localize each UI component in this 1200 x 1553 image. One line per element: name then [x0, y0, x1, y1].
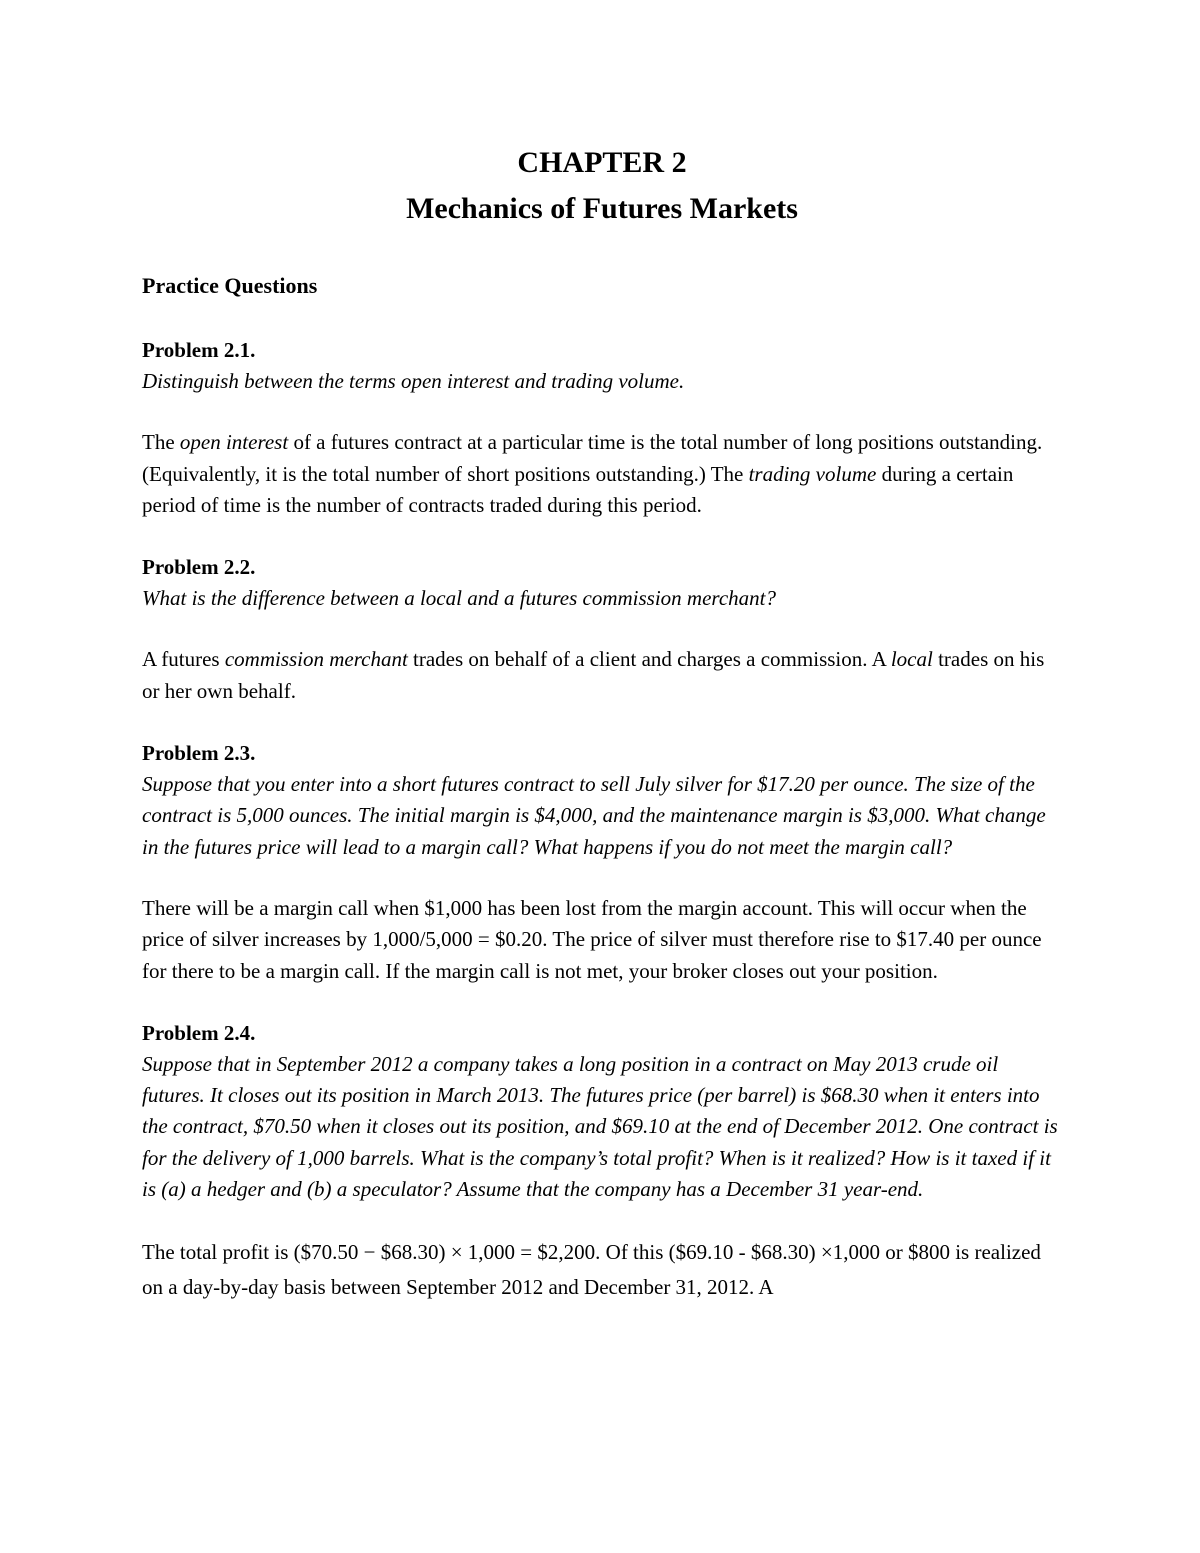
- problem-question: Suppose that you enter into a short futures contract to sell July silver for $17.20 per ounce. The size of the contract is 5,000 ounces. The initial margin is $4,000, and the maintenance margin is $3,000. What change in the futures price will lead to a margin call? What happens if you do not meet the margin call?: [142, 772, 1046, 859]
- section-title: Practice Questions: [142, 273, 318, 298]
- answer-text: during a certain period of time is the number of contracts traded during this period.: [142, 461, 1014, 517]
- problem-answer: [142, 644, 1062, 707]
- problem-2-4: [142, 1018, 1062, 1305]
- problem-2-2: [142, 552, 1062, 707]
- answer-term-local: local: [890, 647, 933, 672]
- answer-term-trading-volume: trading volume: [748, 461, 877, 486]
- answer-text: trades on his or her own behalf.: [142, 647, 1045, 703]
- problem-answer: [142, 427, 1062, 521]
- problem-label: Problem 2.2.: [142, 555, 256, 580]
- problem-2-3: [142, 738, 1062, 987]
- problem-label: Problem 2.3.: [142, 741, 256, 766]
- problem-label: Problem 2.4.: [142, 1020, 256, 1045]
- problem-label: Problem 2.1.: [142, 338, 256, 362]
- answer-text: trades on behalf of a client and charges a commission. A: [407, 647, 891, 672]
- answer-term-commission-merchant: commission merchant: [224, 647, 408, 672]
- problem-question: Suppose that in September 2012 a company takes a long position in a contract on May 2013 crude oil futures. It closes out its position in March 2013. The futures price (per barrel) is $68.30 when it enters into the contract, $70.50 when it closes out its position, and $69.10 at the end of December 2012. One contract is for the delivery of 1,000 barrels. What is the company’s total profit? When is it realized? How is it taxed if it is (a) a hedger and (b) a speculator? Assume that the company has a December 31 year-end.: [142, 1051, 1058, 1202]
- answer-text: The: [142, 430, 180, 455]
- answer-text: A futures: [142, 647, 225, 672]
- answer-text: of a futures contract at a particular time is the total number of long positions outstanding. (Equivalently, it is the total number of short positions outstanding.) The: [142, 430, 1043, 486]
- answer-term-open-interest: open interest: [179, 430, 289, 455]
- problem-question: What is the difference between a local and a futures commission merchant?: [142, 586, 776, 611]
- document-page: [142, 140, 1062, 1305]
- chapter-title: Mechanics of Futures Markets: [406, 192, 798, 225]
- chapter-number: CHAPTER 2: [517, 146, 687, 179]
- problem-question: Distinguish between the terms open interest and trading volume.: [142, 369, 685, 393]
- problem-answer: There will be a margin call when $1,000 has been lost from the margin account. This will occur when the price of silver increases by 1,000/5,000 = $0.20. The price of silver must therefore rise to $17.40 per ounce for there to be a margin call. If the margin call is not met, your broker closes out your position.: [142, 895, 1042, 983]
- problem-2-1: [142, 335, 1062, 521]
- problem-answer: The total profit is ($70.50 − $68.30) × 1,000 = $2,200. Of this ($69.10 - $68.30) ×1,000 or $800 is realized on a day-by-day basis between September 2012 and December 31, 2012. A: [142, 1240, 1041, 1300]
